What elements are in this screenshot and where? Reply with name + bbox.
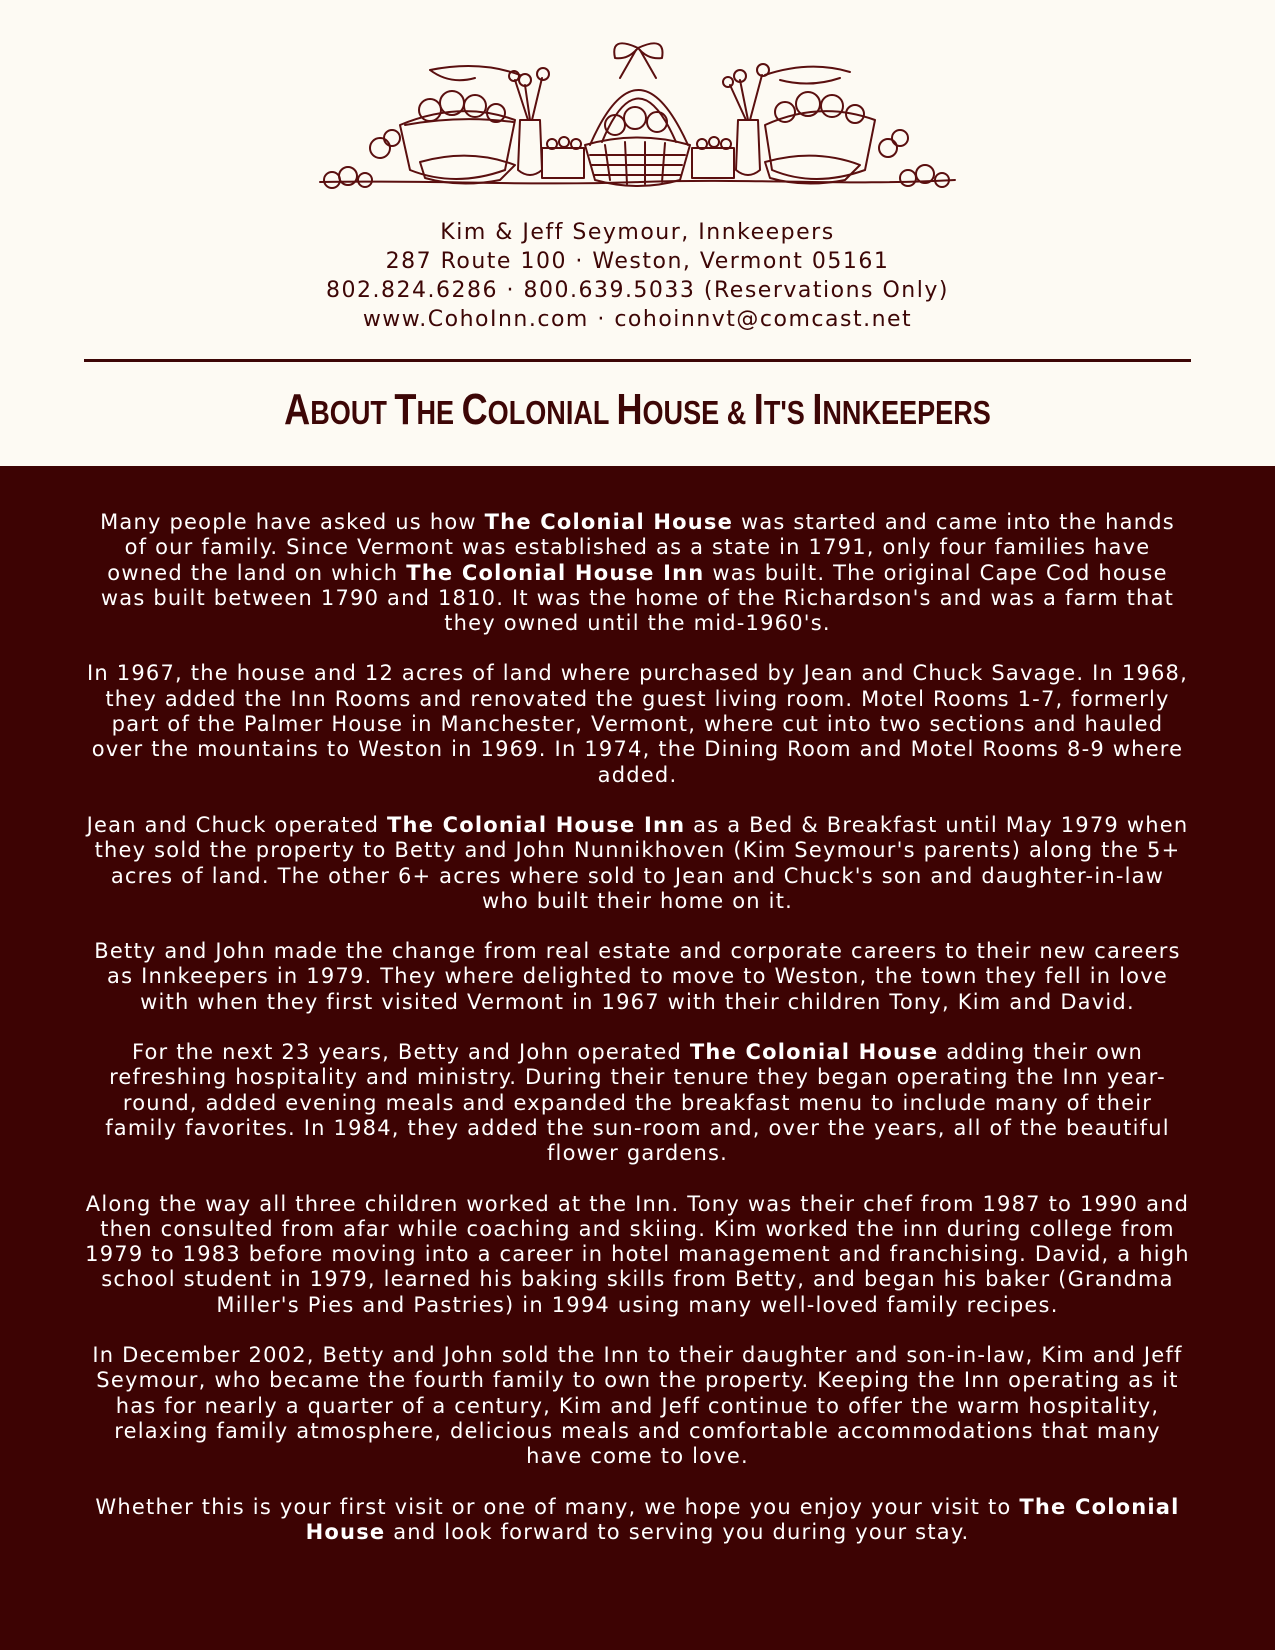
history-paragraph-8: Whether this is your first visit or one of many, we hope you enjoy your visit to The Colonial House and look forward to serving you during your stay. [95,1494,1180,1544]
innkeepers-name: Kim & Jeff Seymour, Innkeepers [440,220,835,245]
history-section [0,466,1275,1650]
history-paragraph-1: Many people have asked us how The Colonial House was started and came into the hands of our family. Since Vermont was established as a state in 1791, only four families have owned the land on which The Colonial House Inn was built. The original Cape Cod house was built between 1790 and 1810. It was the home of the Richardson's and was a farm that they owned until the mid-1960's. [100,510,1175,636]
history-paragraph-6: Along the way all three children worked at the Inn. Tony was their chef from 1987 to 1990 and then consulted from afar while coaching and skiing. Kim worked the inn during college from 1979 to 1983 before moving into a career in hotel management and franchising. David, a high school student in 1979, learned his baking skills from Betty, and began his baker (Grandma Miller's Pies and Pastries) in 1994 using many well-loved family recipes. [85,1191,1190,1317]
history-paragraph-4: Betty and John made the change from real estate and corporate careers to their new careers as Innkeepers in 1979. They where delighted to move to Weston, the town they fell in love with when they first visited Vermont in 1967 with their children Tony, Kim and David. [94,939,1181,1014]
history-paragraph-2: In 1967, the house and 12 acres of land where purchased by Jean and Chuck Savage. In 1968, they added the Inn Rooms and renovated the guest living room. Motel Rooms 1-7, formerly part of the Palmer House in Manchester, Vermont, where cut into two sections and hauled over the mountains to Weston in 1969. In 1974, the Dining Room and Motel Rooms 8-9 where added. [87,661,1188,787]
inn-phone-numbers: 802.824.6286 · 800.639.5033 (Reservations Only) [326,278,949,303]
history-paragraph-7: In December 2002, Betty and John sold the Inn to their daughter and son-in-law, Kim and Jeff Seymour, who became the fourth family to own the property. Keeping the Inn operating as it has for nearly a quarter of a century, Kim and Jeff continue to offer the warm hospitality, relaxing family atmosphere, delicious meals and comfortable accommodations that many have come to love. [92,1343,1183,1469]
history-paragraph-5: For the next 23 years, Betty and John operated The Colonial House adding their own refreshing hospitality and ministry. During their tenure they began operating the Inn year-round, added evening meals and expanded the breakfast menu to include many of their family favorites. In 1984, they added the sun-room and, over the years, all of the beautiful flower gardens. [105,1040,1170,1166]
page-title: ABOUT THE COLONIAL HOUSE & IT'S INNKEEPERS [284,385,991,434]
inn-address: 287 Route 100 · Weston, Vermont 05161 [385,249,890,274]
harvest-basket-illustration [310,30,965,195]
history-text [85,510,1190,1570]
innkeeper-contact-block [0,218,1275,334]
header-divider [84,359,1191,362]
header-section [0,0,1275,466]
inn-web-email: www.CohoInn.com · cohoinnvt@comcast.net [362,307,913,332]
history-paragraph-3: Jean and Chuck operated The Colonial House Inn as a Bed & Breakfast until May 1979 when they sold the property to Betty and John Nunnikhoven (Kim Seymour's parents) along the 5+ acres of land. The other 6+ acres where sold to Jean and Chuck's son and daughter-in-law who built their home on it. [86,812,1189,913]
